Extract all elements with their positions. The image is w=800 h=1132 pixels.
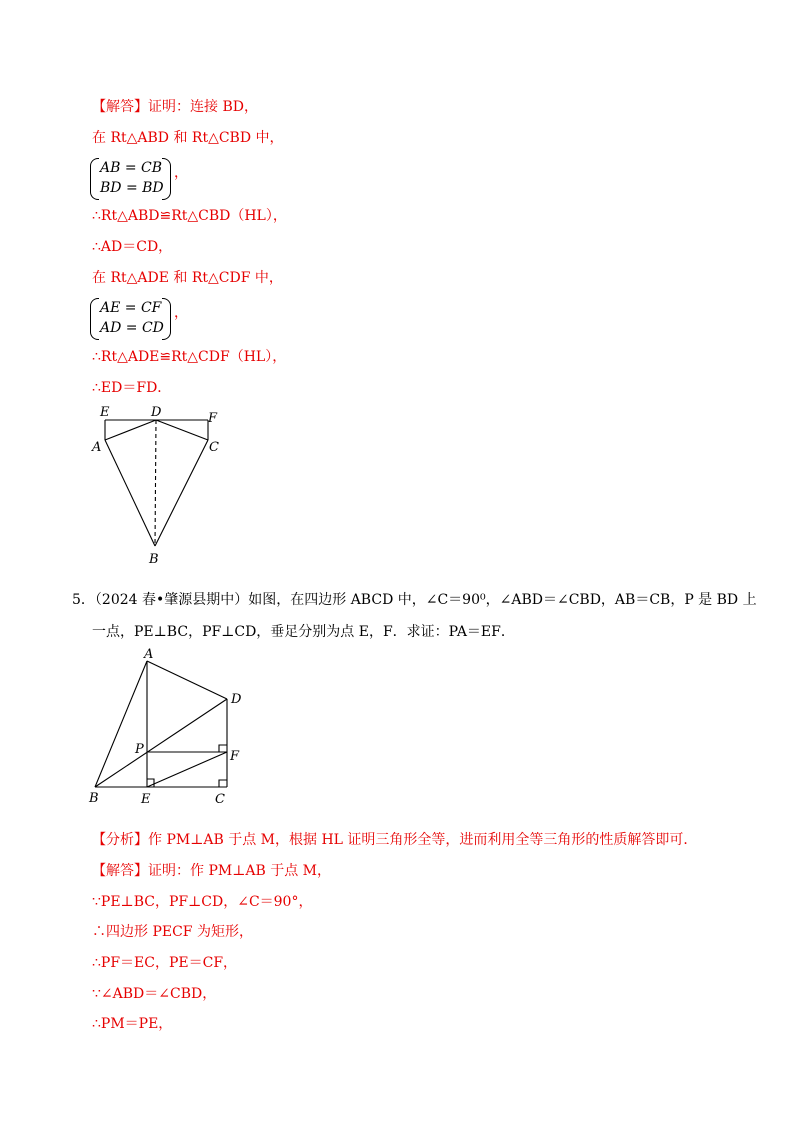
right-paren [162,298,171,340]
fig1-label-e: E [100,405,110,420]
solution-b-line-5: ∵∠ABD＝∠CBD， [92,986,217,1002]
solution-b-line-6: ∴PM＝PE， [92,1016,173,1032]
right-paren [162,158,171,200]
solution-b-line-3: ∴四边形 PECF 为矩形， [92,924,253,940]
solution-b-line-2: ∵PE⊥BC，PF⊥CD，∠C＝90°， [92,894,313,910]
fig1-label-d: D [151,405,162,420]
fig1-label-c: C [209,440,219,455]
solution-b-line-1: 【解答】证明：作 PM⊥AB 于点 M， [92,863,332,879]
system-2-row-2: AD = CD [100,320,164,336]
question-5-line-2: 一点，PE⊥BC，PF⊥CD，垂足分别为点 E，F．求证：PA＝EF． [92,624,515,640]
solution-a-line-1: 【解答】证明：连接 BD， [92,99,258,115]
fig2-label-a: A [144,647,154,662]
fig2-label-f: F [230,749,240,764]
system-1-row-1: AB = CB [100,160,163,176]
fig2-label-e: E [141,792,151,807]
figure-2-quadrilateral-diagram [85,645,255,810]
equation-system-1 [90,158,200,200]
solution-a-line-2: 在 Rt△ABD 和 Rt△CBD 中， [92,130,284,146]
system-1-comma: ， [174,165,188,181]
left-brace [90,298,99,340]
system-2-comma: ， [174,305,188,321]
fig2-label-d: D [231,692,242,707]
fig2-label-p: P [135,742,144,757]
solution-a-line-3: ∴Rt△ABD≌Rt△CBD（HL）， [92,208,287,224]
solution-a-line-6: ∴Rt△ADE≌Rt△CDF（HL）， [92,349,287,365]
fig1-label-f: F [208,411,218,426]
figure-1-kite-diagram [80,400,240,572]
system-1-row-2: BD = BD [100,180,164,196]
equation-system-2 [90,298,200,340]
question-5-line-1: 5．（2024 春•肇源县期中）如图，在四边形 ABCD 中，∠C＝90⁰，∠ABD＝∠CBD，AB＝CB，P 是 BD 上 [72,592,757,608]
solution-a-line-7: ∴ED＝FD． [92,380,172,396]
fig1-label-b: B [149,552,159,567]
analysis-line: 【分析】作 PM⊥AB 于点 M，根据 HL 证明三角形全等，进而利用全等三角形的性质解答即可． [92,832,698,848]
solution-a-line-5: 在 Rt△ADE 和 Rt△CDF 中， [92,270,283,286]
fig2-label-b: B [89,791,99,806]
solution-b-line-4: ∴PF＝EC，PE＝CF， [92,955,238,971]
left-brace [90,158,99,200]
solution-a-line-4: ∴AD＝CD， [92,239,173,255]
system-2-row-1: AE = CF [100,300,162,316]
fig1-label-a: A [92,440,102,455]
fig2-label-c: C [215,792,225,807]
